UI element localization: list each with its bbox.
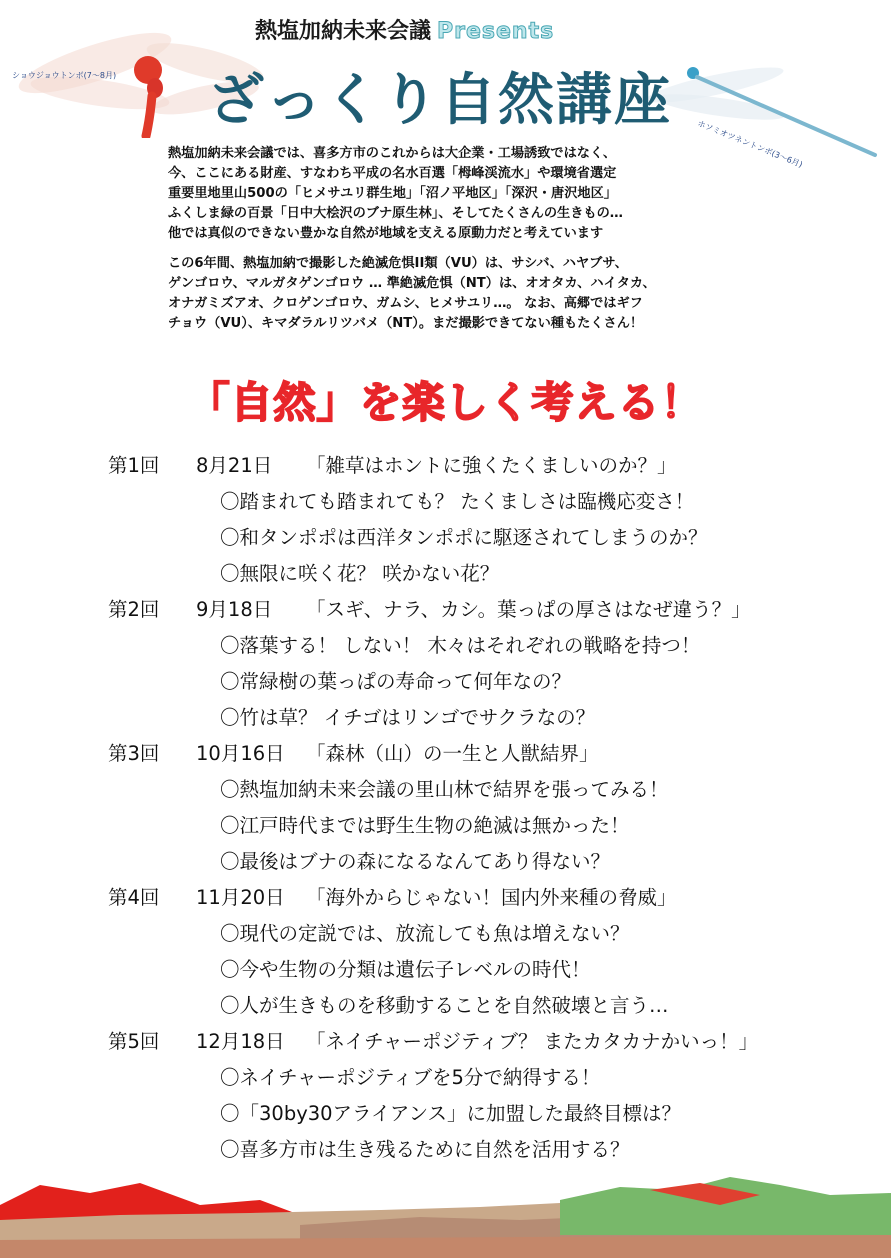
subtitle-banner: 「自然」を楽しく考える！	[187, 378, 704, 427]
session-item: 〇今や生物の分類は遺伝子レベルの時代！	[220, 958, 591, 981]
session-date: 9月18日	[196, 598, 273, 621]
session-topic: 「雑草はホントに強くたくましいのか？」	[306, 454, 677, 477]
session-list	[108, 448, 868, 1168]
session-header	[108, 448, 868, 484]
session-1	[108, 448, 868, 592]
main-title: ざっくり自然講座	[208, 68, 672, 133]
intro-line: チョウ（VU）、キマダラルリツバメ（NT）。まだ撮影できてない種もたくさん！	[168, 316, 644, 331]
intro-line: オナガミズアオ、クロゲンゴロウ、ガムシ、ヒメサユリ…。 なお、高郷ではギフ	[168, 296, 643, 311]
session-4	[108, 880, 868, 1024]
session-2	[108, 592, 868, 736]
red-dragonfly-label: ショウジョウトンボ(7～8月)	[12, 71, 117, 80]
session-3	[108, 736, 868, 880]
session-item: 〇喜多方市は生き残るために自然を活用する？	[220, 1138, 630, 1161]
session-header	[108, 1024, 868, 1060]
intro-line: 他では真似のできない豊かな自然が地域を支える原動力だと考えています	[168, 226, 604, 241]
intro-line: ゲンゴロウ、マルガタゲンゴロウ … 準絶滅危惧（NT）は、オオタカ、ハイタカ、	[168, 276, 656, 291]
session-topic: 「海外からじゃない！国内外来種の脅威」	[306, 886, 677, 909]
session-item: 〇落葉する！ しない！ 木々はそれぞれの戦略を持つ！	[220, 634, 701, 657]
intro-line: 重要里地里山500の「ヒメサユリ群生地」「沼ノ平地区」「深沢・唐沢地区」	[168, 186, 617, 201]
session-item: 〇無限に咲く花？ 咲かない花？	[220, 562, 500, 585]
session-number: 第5回	[108, 1030, 160, 1053]
session-number: 第2回	[108, 598, 160, 621]
session-date: 11月20日	[196, 886, 285, 909]
session-item: 〇江戸時代までは野生生物の絶滅は無かった！	[220, 814, 630, 837]
session-topic: 「森林（山）の一生と人獣結界」	[306, 742, 599, 765]
session-header	[108, 880, 868, 916]
intro-paragraph-1	[168, 144, 768, 244]
session-topic: 「ネイチャーポジティブ？ またカタカナかいっ！」	[306, 1030, 759, 1053]
intro-paragraph-2	[168, 254, 768, 334]
mountain-illustration	[0, 1165, 891, 1258]
presents-text: Presents	[437, 19, 555, 44]
session-number: 第4回	[108, 886, 160, 909]
session-item: 〇現代の定説では、放流しても魚は増えない？	[220, 922, 630, 945]
session-header	[108, 592, 868, 628]
session-item: 〇竹は草？ イチゴはリンゴでサクラなの？	[220, 706, 596, 729]
intro-line: ふくしま緑の百景「日中大桧沢のブナ原生林」、そしてたくさんの生きもの…	[168, 206, 623, 221]
blue-damselfly-label: ホソミオツネントンボ(3～6月)	[696, 118, 804, 170]
session-item: 〇踏まれても踏まれても？ たくましさは臨機応変さ！	[220, 490, 695, 513]
session-item: 〇「30by30アライアンス」に加盟した最終目標は？	[220, 1102, 682, 1125]
session-header	[108, 736, 868, 772]
session-date: 8月21日	[196, 454, 273, 477]
session-item: 〇和タンポポは西洋タンポポに駆逐されてしまうのか？	[220, 526, 708, 549]
session-item: 〇ネイチャーポジティブを5分で納得する！	[220, 1066, 601, 1089]
session-topic: 「スギ、ナラ、カシ。葉っぱの厚さはなぜ違う？」	[306, 598, 751, 621]
intro-line: 今、ここにある財産、すなわち平成の名水百選「栂峰渓流水」や環境省選定	[168, 166, 617, 181]
session-date: 12月18日	[196, 1030, 285, 1053]
intro-line: 熱塩加納未来会議では、喜多方市のこれからは大企業・工場誘致ではなく、	[168, 146, 617, 161]
org-name: 熱塩加納未来会議	[255, 19, 432, 44]
session-item: 〇常緑樹の葉っぱの寿命って何年なの？	[220, 670, 572, 693]
session-item: 〇人が生きものを移動することを自然破壊と言う…	[220, 994, 669, 1017]
session-item: 〇熱塩加納未来会議の里山林で結界を張ってみる！	[220, 778, 669, 801]
session-item: 〇最後はブナの森になるなんてあり得ない？	[220, 850, 611, 873]
session-date: 10月16日	[196, 742, 285, 765]
org-line	[255, 14, 554, 45]
session-number: 第1回	[108, 454, 160, 477]
session-5	[108, 1024, 868, 1168]
intro-line: この6年間、熱塩加納で撮影した絶滅危惧II類（VU）は、サシバ、ハヤブサ、	[168, 256, 628, 271]
session-number: 第3回	[108, 742, 160, 765]
